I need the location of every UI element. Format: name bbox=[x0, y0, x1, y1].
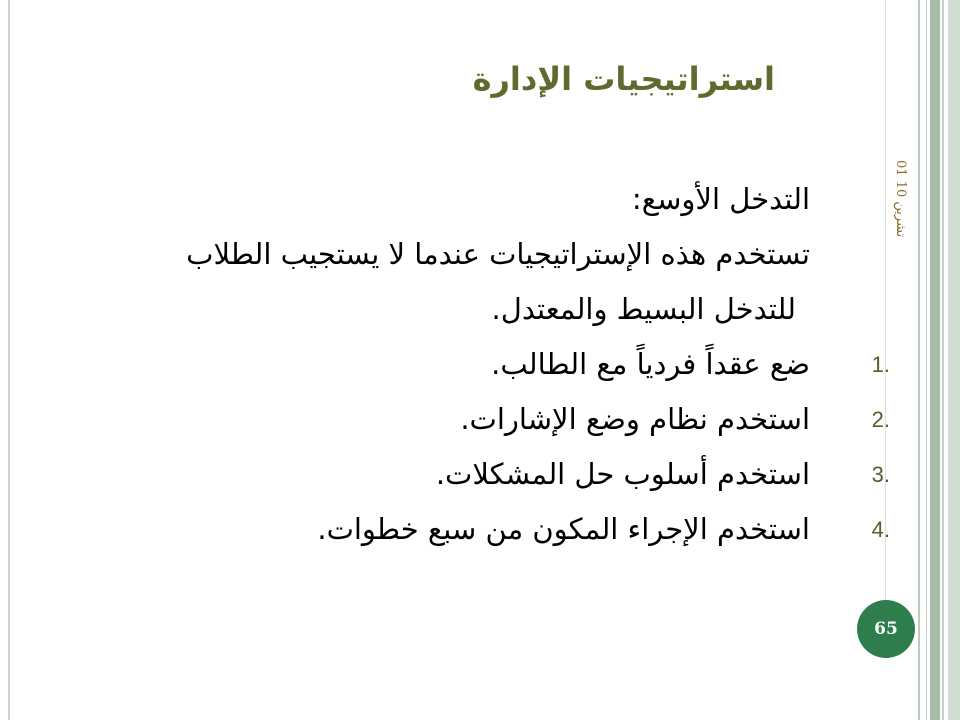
slide-body bbox=[70, 172, 890, 557]
list-item-number: 1. bbox=[871, 352, 890, 377]
intro-text-line-1: تستخدم هذه الإستراتيجيات عندما لا يستجيب الطلاب bbox=[186, 237, 810, 271]
list-item-number: 4. bbox=[871, 517, 890, 542]
list-item bbox=[70, 447, 890, 502]
right-decorative-band bbox=[918, 0, 960, 720]
list-item-text: استخدم الإجراء المكون من سبع خطوات. bbox=[317, 512, 810, 546]
list-item bbox=[70, 392, 890, 447]
slide-date: 01 تشرين 10 bbox=[893, 160, 908, 238]
list-item-text: استخدم أسلوب حل المشكلات. bbox=[435, 457, 810, 491]
band-stripe bbox=[918, 0, 920, 720]
section-heading: التدخل الأوسع: bbox=[631, 182, 810, 216]
list-item-text: استخدم نظام وضع الإشارات. bbox=[460, 402, 810, 436]
list-item bbox=[70, 502, 890, 557]
band-stripe bbox=[926, 0, 927, 720]
list-item bbox=[70, 337, 890, 392]
slide-title: استراتيجيات الإدارة bbox=[472, 60, 775, 98]
list-item-text: ضع عقداً فردياً مع الطالب. bbox=[491, 347, 810, 381]
band-stripe bbox=[948, 0, 960, 720]
list-item-number: 2. bbox=[871, 407, 890, 432]
left-border-line bbox=[8, 0, 10, 720]
band-stripe bbox=[942, 0, 944, 720]
intro-text-line-2: للتدخل البسيط والمعتدل. bbox=[491, 292, 796, 326]
numbered-list bbox=[70, 337, 890, 557]
list-item-number: 3. bbox=[871, 462, 890, 487]
page-number-badge: 65 bbox=[857, 600, 915, 658]
band-stripe bbox=[930, 0, 940, 720]
